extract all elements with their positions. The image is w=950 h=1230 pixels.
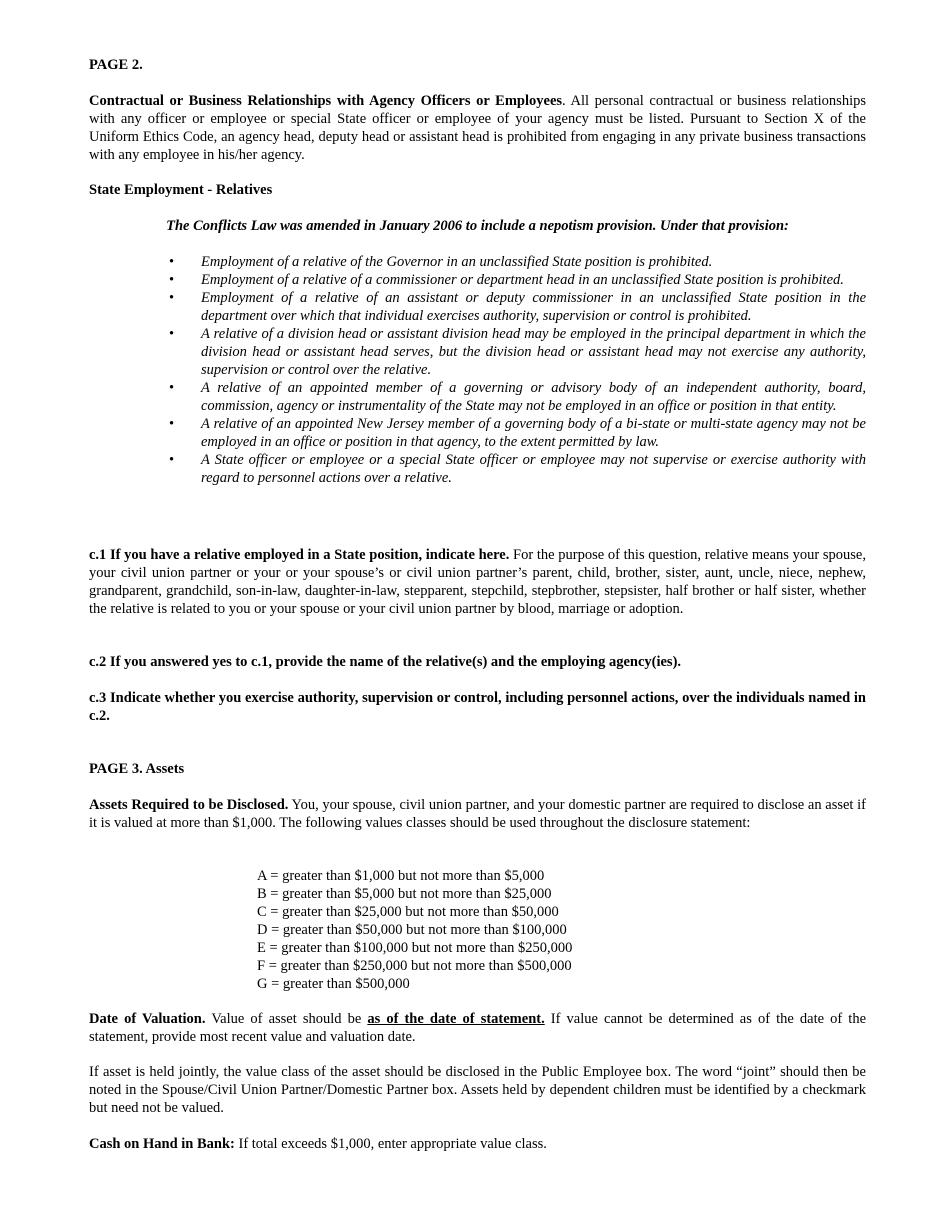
value-class-item: B = greater than $5,000 but not more than $25,000 (257, 886, 552, 902)
contractual-paragraph (89, 92, 866, 164)
valuation-title: Date of Valuation. (89, 1011, 206, 1027)
assets-paragraph (89, 796, 866, 832)
valuation-emphasis: as of the date of statement. (367, 1011, 545, 1027)
list-item: • A State officer or employee or a special State officer or employee may not supervise or exercise authority with regard to personnel actions over a relative. (169, 452, 866, 486)
valuation-paragraph: Date of Valuation. Value of asset should be as of the date of statement. If value cannot be determined as of the date of the statement, provide most recent value and valuation date. (89, 1011, 867, 1045)
page3-heading: PAGE 3. Assets (89, 761, 185, 777)
nepotism-intro: The Conflicts Law was amended in January 2006 to include a nepotism provision. Under that provision: (166, 218, 789, 234)
nepotism-bullet-list (165, 253, 866, 487)
value-class-item: C = greater than $25,000 but not more than $50,000 (257, 904, 559, 920)
cash-title: Cash on Hand in Bank: (89, 1136, 235, 1152)
bullet-icon: • (169, 254, 175, 270)
list-item: • Employment of a relative of a commissioner or department head in an unclassified State position is prohibited. (169, 272, 844, 288)
contractual-title: Contractual or Business Relationships with Agency Officers or Employees (89, 93, 563, 109)
c1-body: For the purpose of this question, relative means your spouse, your civil union partner or your or your spouse’s or civil union partner’s parent, child, brother, sister, aunt, uncle, niece, nephew, grandparent, grandchild, son-in-law, daughter-in-law, stepparent, stepchild, stepbrother, stepsister, half brother or half sister, whether the relative is related to you or your spouse or your civil union partner by blood, marriage or adoption. (89, 547, 866, 617)
cash-paragraph (89, 1135, 866, 1153)
question-c1 (89, 546, 866, 618)
bullet-icon: • (169, 452, 175, 468)
list-item: • Employment of a relative of the Governor in an unclassified State position is prohibited. (169, 254, 713, 270)
assets-title: Assets Required to be Disclosed. (89, 797, 289, 813)
list-item: • A relative of an appointed New Jersey member of a governing body of a bi-state or multi-state agency may not be employed in an office or position in that agency, to the extent permitted by law. (169, 416, 866, 450)
value-class-item: D = greater than $50,000 but not more than $100,000 (257, 922, 567, 938)
value-class-item: A = greater than $1,000 but not more than $5,000 (257, 868, 545, 884)
relatives-heading: State Employment - Relatives (89, 182, 273, 198)
assets-body: You, your spouse, civil union partner, and your domestic partner are required to disclose an asset if it is valued at more than $1,000. The following values classes should be used throughout the disclosure statement: (89, 797, 867, 831)
joint-paragraph: If asset is held jointly, the value class of the asset should be disclosed in the Public Employee box. The word “joint” should then be noted in the Spouse/Civil Union Partner/Domestic Partner box. Assets held by dependent children must be identified by a checkmark but need not be valued. (89, 1064, 866, 1116)
value-class-item: F = greater than $250,000 but not more than $500,000 (257, 958, 572, 974)
contractual-body: . All personal contractual or business relationships with any officer or employee or special State officer or employee of your agency must be listed. Pursuant to Section X of the Uniform Ethics Code, an agency head, deputy head or assistant head is prohibited from engaging in any private business transactions with any employee in his/her agency. (89, 93, 866, 163)
bullet-icon: • (169, 380, 175, 396)
bullet-icon: • (169, 416, 175, 432)
bullet-icon: • (169, 272, 175, 288)
value-class-item: E = greater than $100,000 but not more than $250,000 (257, 940, 573, 956)
question-c2: c.2 If you answered yes to c.1, provide the name of the relative(s) and the employing agency(ies). (89, 654, 682, 670)
page2-heading: PAGE 2. (89, 57, 143, 73)
question-c3: c.3 Indicate whether you exercise authority, supervision or control, including personnel actions, over the individuals named in c.2. (89, 690, 866, 724)
bullet-icon: • (169, 326, 175, 342)
value-class-item: G = greater than $500,000 (257, 976, 410, 992)
c1-label: c.1 If you have a relative employed in a State position, indicate here. (89, 547, 510, 563)
list-item: • A relative of an appointed member of a governing or advisory body of an independent authority, board, commission, agency or instrumentality of the State may not be employed in an office or position in that entity. (169, 380, 866, 414)
bullet-icon: • (169, 290, 175, 306)
list-item: • Employment of a relative of an assistant or deputy commissioner in an unclassified State position in the department over which that individual exercises authority, supervision or control is prohibited. (169, 290, 866, 324)
value-class-list (257, 867, 572, 993)
list-item: • A relative of a division head or assistant division head may be employed in the principal department in which the division head or assistant head serves, but the division head or assistant head may not exercise any authority, supervision or control over the relative. (169, 326, 866, 378)
cash-body: If total exceeds $1,000, enter appropriate value class. (234, 1136, 547, 1152)
